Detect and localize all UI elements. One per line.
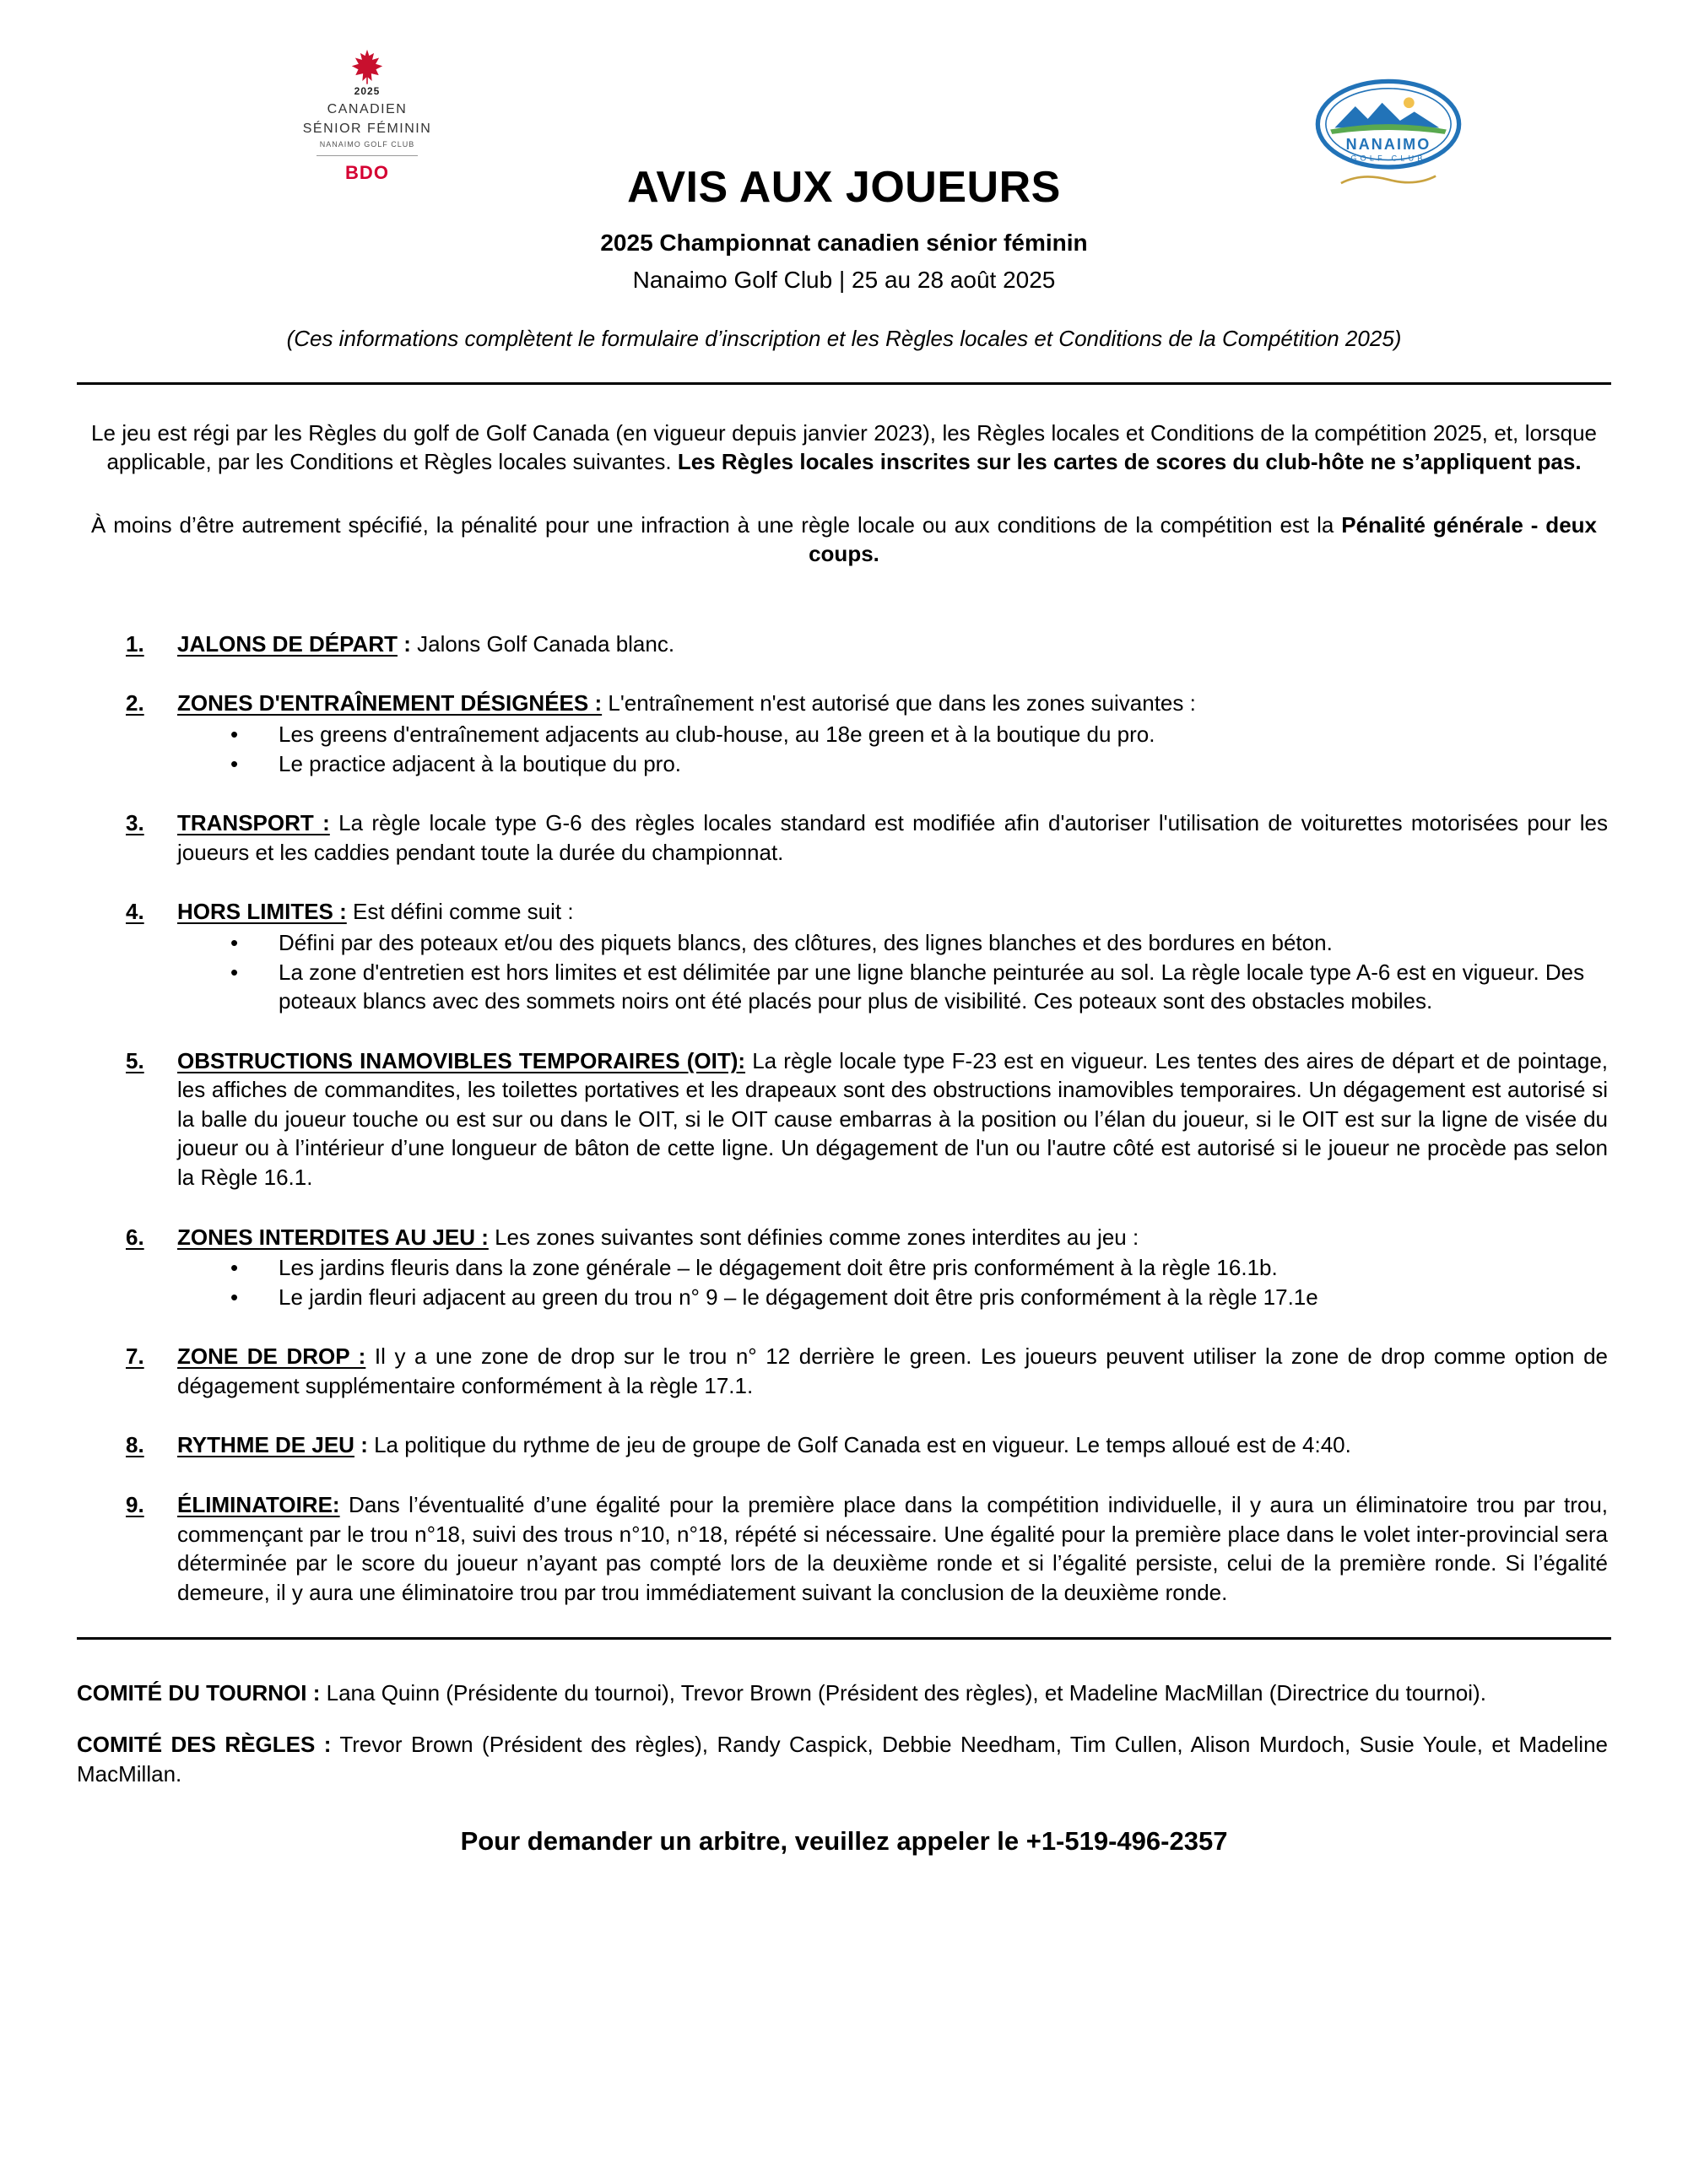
rule-number: 1. xyxy=(126,630,144,657)
rule-text: La règle locale type G-6 des règles locales standard est modifiée afin d'autoriser l'utilisation de voiturettes motorisées pour les joueurs et les caddies pendant toute la durée du championnat. xyxy=(177,810,1608,865)
rule-item-7 xyxy=(126,1342,1608,1400)
rules-committee-label: COMITÉ DES RÈGLES : xyxy=(77,1731,332,1757)
rule-item-2 xyxy=(126,689,1608,778)
rule-title: JALONS DE DÉPART xyxy=(177,630,398,657)
bullet-item: • Le practice adjacent à la boutique du pro. xyxy=(177,749,1608,779)
rule-body xyxy=(177,1490,1608,1607)
rule-text: Les zones suivantes sont définies comme zones interdites au jeu : xyxy=(495,1224,1139,1250)
rules-committee xyxy=(77,1730,1608,1788)
rule-number: 4. xyxy=(126,899,144,925)
intro-p2-text: À moins d’être autrement spécifié, la pénalité pour une infraction à une règle locale ou aux conditions de la compétition est la xyxy=(91,511,1342,538)
page-subtitle: 2025 Championnat canadien sénior féminin xyxy=(600,230,1088,257)
rule-body xyxy=(177,808,1608,867)
rule-number: 5. xyxy=(126,1047,144,1073)
intro-p2-bold: Pénalité générale - deux coups. xyxy=(809,511,1597,567)
rule-text: Jalons Golf Canada blanc. xyxy=(417,630,675,657)
logo-title-line1: CANADIEN xyxy=(327,101,408,116)
rule-text: La politique du rythme de jeu de groupe de Golf Canada est en vigueur. Le temps alloué est de 4:40. xyxy=(374,1432,1351,1458)
rule-item-5 xyxy=(126,1046,1608,1192)
rule-body xyxy=(177,897,1608,1015)
rule-title: RYTHME DE JEU xyxy=(177,1432,354,1458)
tournament-committee xyxy=(77,1679,1608,1708)
bullet-item: • Les greens d'entraînement adjacents au club-house, au 18e green et à la boutique du pro. xyxy=(177,720,1608,749)
rule-body: RYTHME DE JEU : La politique du rythme de jeu de groupe de Golf Canada est en vigueur. Le temps alloué est de 4:40. xyxy=(177,1432,1351,1458)
rule-body: JALONS DE DÉPART : Jalons Golf Canada blanc. xyxy=(177,630,675,657)
rule-bullets xyxy=(177,928,1608,1016)
rule-item-8 xyxy=(126,1430,1608,1460)
rule-text: La règle locale type F-23 est en vigueur. Les tentes des aires de départ et de pointage, les affiches de commandites, les toilettes portatives et les drapeaux sont des obstructions inamovibles temporaires. Un dégagement est autorisé si la balle du joueur touche ou est sur ou dans le OIT, si le OIT cause embarras à la position ou l’élan du joueur, si le OIT est sur la ligne de visée du joueur ou à l’intérieur d’une longueur de bâton de cette ligne. Un dégagement de l'un ou l'autre côté est autorisé si le joueur ne procède pas selon la Règle 16.1. xyxy=(177,1047,1608,1190)
rule-body xyxy=(177,1342,1608,1400)
logo-divider xyxy=(316,155,418,156)
rule-number: 7. xyxy=(126,1343,144,1370)
rule-bullets xyxy=(177,720,1608,778)
rules-committee-members: Trevor Brown (Président des règles), Randy Caspick, Debbie Needham, Tim Cullen, Alison Murdoch, Susie Youle, et Madeline MacMillan. xyxy=(77,1731,1608,1787)
rule-body xyxy=(177,1046,1608,1192)
tournament-committee-members: Lana Quinn (Présidente du tournoi), Trevor Brown (Président des règles), et Madeline MacMillan (Directrice du tournoi). xyxy=(320,1680,1486,1706)
rule-title: ÉLIMINATOIRE: xyxy=(177,1492,340,1518)
rule-text: L'entraînement n'est autorisé que dans les zones suivantes : xyxy=(608,690,1196,716)
rule-item-3 xyxy=(126,808,1608,867)
intro-paragraph-1 xyxy=(91,419,1597,477)
bullet-item: • Défini par des poteaux et/ou des piquets blancs, des clôtures, des lignes blanches et des bordures en béton. xyxy=(177,928,1608,958)
divider-bottom xyxy=(77,1637,1611,1640)
rule-text: Est défini comme suit : xyxy=(353,899,574,925)
rule-number: 2. xyxy=(126,690,144,716)
intro-paragraph-2 xyxy=(91,511,1597,569)
intro-p1-bold: Les Règles locales inscrites sur les cartes de scores du club-hôte ne s’appliquent pas. xyxy=(677,449,1582,475)
referee-phone-line: Pour demander un arbitre, veuillez appeler le +1-519-496-2357 xyxy=(460,1826,1228,1857)
rule-title: ZONE DE DROP : xyxy=(177,1343,366,1370)
logo-club-name: NANAIMO xyxy=(1345,135,1431,153)
rule-number: 3. xyxy=(126,810,144,836)
nanaimo-golf-club-logo xyxy=(1312,78,1464,203)
rule-title: HORS LIMITES : xyxy=(177,899,347,925)
tournament-committee-label: COMITÉ DU TOURNOI : xyxy=(77,1680,321,1706)
logo-club-sub: GOLF CLUB xyxy=(1350,154,1426,163)
logo-title-line2: SÉNIOR FÉMININ xyxy=(302,122,432,137)
page-title: AVIS AUX JOUEURS xyxy=(627,163,1061,212)
logo-year: 2025 xyxy=(354,85,381,97)
bullet-item: • Le jardin fleuri adjacent au green du trou n° 9 – le dégagement doit être pris conformément à la règle 17.1e xyxy=(177,1283,1608,1312)
maple-leaf-icon xyxy=(349,49,385,84)
rule-number: 6. xyxy=(126,1224,144,1250)
intro-p1-text: Le jeu est régi par les Règles du golf de Golf Canada (en vigueur depuis janvier 2023), les Règles locales et Conditions de la compétition 2025, et, lorsque applicable, par les Conditions et Règles locales suivantes. xyxy=(91,419,1597,475)
championship-logo xyxy=(279,49,456,186)
rule-title: ZONES INTERDITES AU JEU : xyxy=(177,1224,489,1250)
rule-item-1 xyxy=(126,630,1608,659)
rule-body xyxy=(177,1223,1608,1312)
rule-title: TRANSPORT : xyxy=(177,810,330,836)
logo-sun-icon xyxy=(1404,97,1415,108)
rule-title: ZONES D'ENTRAÎNEMENT DÉSIGNÉES : xyxy=(177,690,603,716)
rule-body xyxy=(177,689,1608,778)
divider-top xyxy=(77,382,1611,385)
bullet-item: • Les jardins fleuris dans la zone générale – le dégagement doit être pris conformément à la règle 16.1b. xyxy=(177,1253,1608,1283)
intro-note: (Ces informations complètent le formulaire d’inscription et les Règles locales et Conditions de la Compétition 2025) xyxy=(286,326,1402,351)
rule-item-9 xyxy=(126,1490,1608,1607)
rule-number: 9. xyxy=(126,1492,144,1518)
rule-bullets xyxy=(177,1253,1608,1311)
rule-item-4 xyxy=(126,897,1608,1015)
rule-text: Dans l’éventualité d’une égalité pour la première place dans la compétition individuelle, il y aura un éliminatoire trou par trou, commençant par le trou n°18, suivi des trous n°10, n°18, répété si nécessaire. Une égalité pour la première place dans le volet inter-provincial sera déterminée par le score du joueur n’ayant pas compté lors de la deuxième ronde et si l’égalité persiste, celui de la première ronde. Si l’égalité demeure, il y aura une éliminatoire trou par trou immédiatement suivant la conclusion de la deuxième ronde. xyxy=(177,1492,1609,1605)
rule-item-6 xyxy=(126,1223,1608,1312)
rule-number: 8. xyxy=(126,1432,144,1458)
logo-venue: NANAIMO GOLF CLUB xyxy=(319,140,415,149)
bullet-item: • La zone d'entretien est hors limites et est délimitée par une ligne blanche peinturée au sol. La règle locale type A-6 est en vigueur. Des poteaux blancs avec des sommets noirs ont été placés pour plus de visibilité. Ces poteaux sont des obstacles mobiles. xyxy=(177,958,1608,1016)
event-venue-dates: Nanaimo Golf Club | 25 au 28 août 2025 xyxy=(632,267,1056,294)
logo-tagline-script xyxy=(1341,176,1436,183)
rule-title: OBSTRUCTIONS INAMOVIBLES TEMPORAIRES (OIT): xyxy=(177,1047,746,1073)
document-header xyxy=(0,0,1688,294)
bdo-sponsor-logo: BDO xyxy=(345,162,389,184)
rules-list xyxy=(0,630,1688,1607)
rule-text: Il y a une zone de drop sur le trou n° 12 derrière le green. Les joueurs peuvent utiliser la zone de drop comme option de dégagement supplémentaire conformément à la règle 17.1. xyxy=(177,1343,1608,1398)
